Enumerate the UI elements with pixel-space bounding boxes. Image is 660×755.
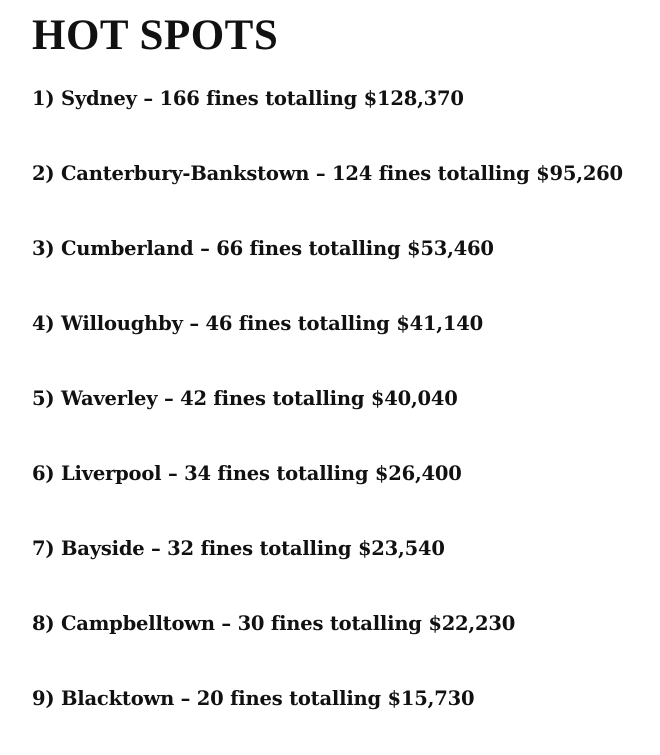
list-item: 5) Waverley – 42 fines totalling $40,040 [32,387,458,410]
list-item: 2) Canterbury-Bankstown – 124 fines totalling $95,260 [32,162,623,185]
page-title: HOT SPOTS [32,12,279,59]
list-item: 3) Cumberland – 66 fines totalling $53,460 [32,237,494,260]
list-item: 8) Campbelltown – 30 fines totalling $22,230 [32,612,516,635]
list-item: 1) Sydney – 166 fines totalling $128,370 [32,87,464,110]
hot-spots-list [32,80,623,755]
list-item: 7) Bayside – 32 fines totalling $23,540 [32,537,445,560]
list-item: 6) Liverpool – 34 fines totalling $26,400 [32,462,462,485]
list-item: 9) Blacktown – 20 fines totalling $15,730 [32,687,475,710]
list-item: 4) Willoughby – 46 fines totalling $41,140 [32,312,484,335]
